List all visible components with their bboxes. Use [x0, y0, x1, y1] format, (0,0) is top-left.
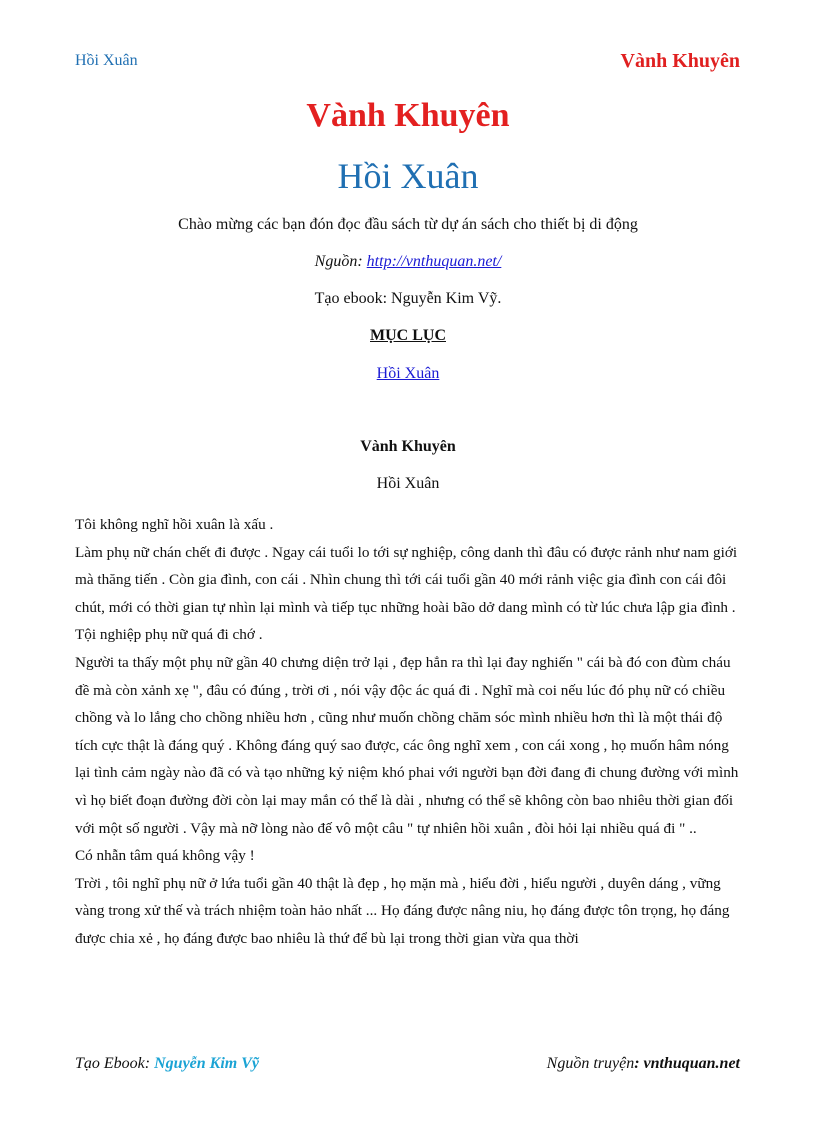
footer-right-label: Nguồn truyện: [546, 1055, 635, 1072]
source-link[interactable]: http://vnthuquan.net/: [366, 253, 502, 270]
footer-left: [75, 1055, 259, 1073]
footer-left-sep: :: [144, 1055, 155, 1072]
footer-right-sep: :: [634, 1055, 644, 1072]
paragraph: Trời , tôi nghĩ phụ nữ ở lứa tuổi gần 40 thật là đẹp , họ mặn mà , hiểu đời , hiểu người , duyên dáng , vững vàng trong xử thế và trách nhiệm toàn hảo nhất ... Họ đáng được nâng niu, họ đáng được tôn trọng, họ đáng được chia xẻ , họ đáng được bao nhiêu là thứ để bù lại trong thời gian vừa qua thời: [75, 874, 730, 947]
chapter-title: Hồi Xuân: [376, 475, 440, 492]
chapter-author: Vành Khuyên: [360, 438, 456, 455]
footer-left-name: Nguyễn Kim Vỹ: [154, 1055, 259, 1072]
paragraph: Làm phụ nữ chán chết đi được . Ngay cái tuổi lo tới sự nghiệp, công danh thì đâu có được rảnh như nam giới mà thăng tiến . Còn gia đình, con cái . Nhìn chung thì tới cái tuổi gần 40 mới rảnh việc gia đình con cái đôi chút, mới có thời gian tự nhìn lại mình và tiếp tục những hoài bão dở dang mình có từ lúc chưa lập gia đình .: [75, 543, 738, 616]
paragraph: Có nhẫn tâm quá không vậy !: [75, 847, 255, 865]
source-label: Nguồn:: [314, 253, 367, 270]
body-text: [75, 511, 742, 953]
toc-item-link[interactable]: Hồi Xuân: [376, 365, 440, 382]
paragraph: Tội nghiệp phụ nữ quá đi chớ .: [75, 626, 263, 644]
paragraph: Tôi không nghĩ hồi xuân là xấu .: [75, 516, 274, 533]
toc-heading: MỤC LỤC: [370, 327, 446, 344]
paragraph: Người ta thấy một phụ nữ gần 40 chưng diện trở lại , đẹp hẳn ra thì lại đay nghiến " cái bà đó con đùm cháu đề mà còn xảnh xẹ ", đâu có đúng , trời ơi , nói vậy độc ác quá đi . Nghĩ mà coi nếu lúc đó phụ nữ có chiều chồng và lo lắng cho chồng nhiều hơn , cũng như muốn chồng chăm sóc mình nhiều hơn thì là một thái độ tích cực thật là đáng quý . Không đáng quý sao được, các ông nghĩ xem , con cái xong , họ muốn hâm nóng lại tình cảm ngày nào đã có và tạo những kỷ niệm khó phai với người bạn đời đang đi chung đường với mình vì họ biết đoạn đường đời còn lại may mắn có thể là dài , nhưng có thể sẽ không còn bao nhiêu thời gian đối với một số người . Vậy mà nỡ lòng nào đế vô một câu " tự nhiên hồi xuân , đòi hỏi lại nhiều quá đi " ..: [75, 653, 739, 837]
footer-right-site: vnthuquan.net: [643, 1055, 740, 1072]
header-right: Vành Khuyên: [620, 50, 740, 72]
welcome-text: Chào mừng các bạn đón đọc đầu sách từ dự án sách cho thiết bị di động: [178, 216, 638, 233]
creator-line: Tạo ebook: Nguyễn Kim Vỹ.: [314, 290, 502, 307]
header-left: Hồi Xuân: [75, 52, 138, 69]
source-line: [0, 253, 816, 271]
footer-right: [547, 1055, 740, 1073]
book-title: Hồi Xuân: [337, 156, 479, 196]
book-author: Vành Khuyên: [306, 97, 510, 134]
footer-left-label: Tạo Ebook: [75, 1055, 145, 1072]
